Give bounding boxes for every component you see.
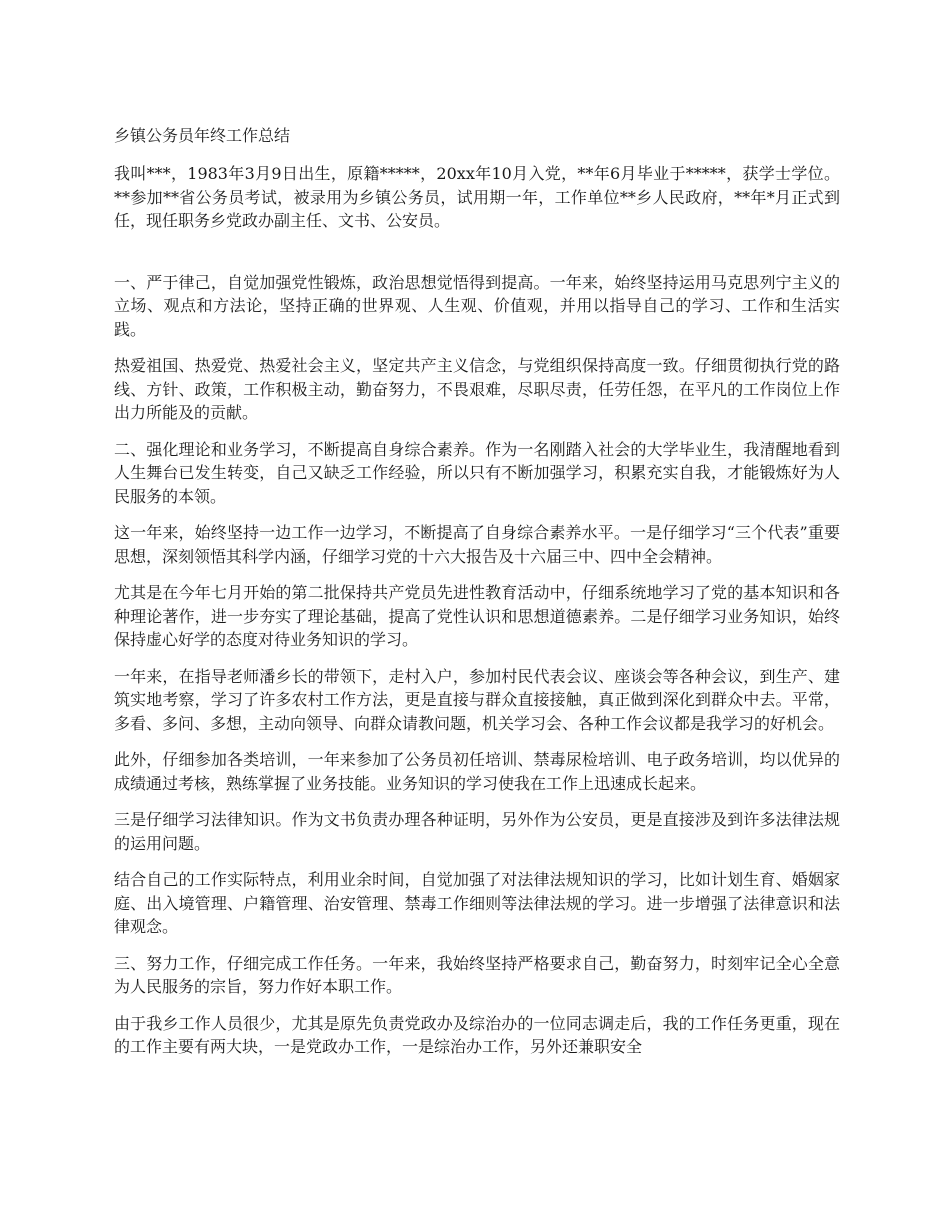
document-title: 乡镇公务员年终工作总结 [114,126,291,145]
paragraph-tasks: 由于我乡工作人员很少，尤其是原先负责党政办及综治办的一位同志调走后，我的工作任务更重，现在的工作主要有两大块，一是党政办工作，一是综治办工作，另外还兼职安全 [114,1013,840,1056]
paragraph-theory: 这一年来，始终坚持一边工作一边学习，不断提高了自身综合素养水平。一是仔细学习“三个代表”重要思想，深刻领悟其科学内涵，仔细学习党的十六大报告及十六届三中、四中全会精神。 [114,523,840,566]
paragraph-law: 三是仔细学习法律知识。作为文书负责办理各种证明，另外作为公安员，更是直接涉及到许多法律法规的运用问题。 [114,810,840,853]
paragraph-fieldwork: 一年来，在指导老师潘乡长的带领下，走村入户，参加村民代表会议、座谈会等各种会议，到生产、建筑实地考察，学习了许多农村工作方法，更是直接与群众直接接触，真正做到深化到群众中去。平常，多看、多问、多想，主动向领导、向群众请教问题，机关学习会、各种工作会议都是我学习的好机会。 [114,666,840,733]
paragraph-patriotism: 热爱祖国、热爱党、热爱社会主义，坚定共产主义信念，与党组织保持高度一致。仔细贯彻执行党的路线、方针、政策，工作积极主动，勤奋努力，不畏艰难，尽职尽责，任劳任怨，在平凡的工作岗位上作出力所能及的贡献。 [114,356,840,422]
paragraph-study: 二、强化理论和业务学习，不断提高自身综合素养。作为一名刚踏入社会的大学毕业生，我清醒地看到人生舞台已发生转变，自己又缺乏工作经验，所以只有不断加强学习，积累充实自我，才能锻炼好为人民服务的本领。 [114,439,840,506]
paragraph-discipline: 一、严于律己，自觉加强党性锻炼，政治思想觉悟得到提高。一年来，始终坚持运用马克思列宁主义的立场、观点和方法论，坚持正确的世界观、人生观、价值观，并用以指导自己的学习、工作和生活实践。 [114,272,840,339]
document-page [114,124,840,1072]
blank-spacer [114,246,840,271]
paragraph-work: 三、努力工作，仔细完成工作任务。一年来，我始终坚持严格要求自己，勤奋努力，时刻牢记全心全意为人民服务的宗旨，努力作好本职工作。 [114,953,840,996]
paragraph-law-study: 结合自己的工作实际特点，利用业余时间，自觉加强了对法律法规知识的学习，比如计划生育、婚姻家庭、出入境管理、户籍管理、治安管理、禁毒工作细则等法律法规的学习。进一步增强了法律意识和法律观念。 [114,870,840,936]
paragraph-education-activity: 尤其是在今年七月开始的第二批保持共产党员先进性教育活动中，仔细系统地学习了党的基本知识和各种理论著作，进一步夯实了理论基础，提高了党性认识和思想道德素养。二是仔细学习业务知识，始终保持虚心好学的态度对待业务知识的学习。 [114,583,840,649]
paragraph-intro: 我叫***，1983年3月9日出生，原籍*****，20xx年10月入党，**年6月毕业于*****，获学士学位。**参加**省公务员考试，被录用为乡镇公务员，试用期一年，工作单位**乡人民政府，**年*月正式到任，现任职务乡党政办副主任、文书、公安员。 [114,164,840,230]
paragraph-training: 此外，仔细参加各类培训，一年来参加了公务员初任培训、禁毒尿检培训、电子政务培训，均以优异的成绩通过考核，熟练掌握了业务技能。业务知识的学习使我在工作上迅速成长起来。 [114,750,840,793]
